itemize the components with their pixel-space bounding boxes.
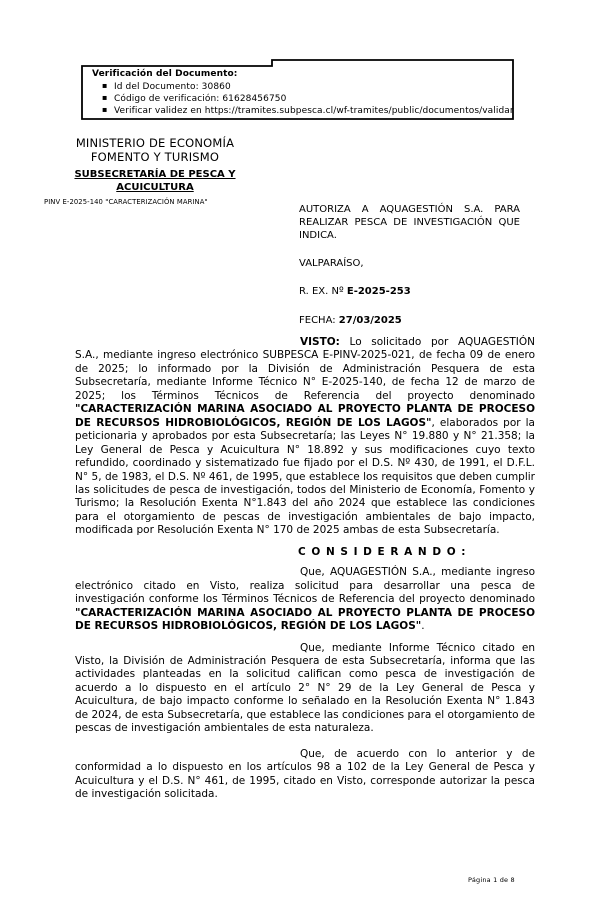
bullet-icon: ▪ — [102, 93, 108, 102]
resolution-city: VALPARAÍSO, — [299, 257, 364, 269]
subsecretaria-line1: SUBSECRETARÍA DE PESCA Y — [74, 169, 236, 180]
verification-code: Código de verificación: 61628456750 — [114, 94, 287, 104]
resolution-date — [299, 314, 520, 327]
resolution-body — [75, 336, 535, 810]
resolution-date-value: 27/03/2025 — [338, 315, 402, 327]
ministry-line1: MINISTERIO DE ECONOMÍA — [75, 136, 235, 150]
verification-item-url — [92, 105, 552, 117]
verification-title: Verificación del Documento: — [92, 69, 238, 79]
project-reference: PINV E-2025-140 "CARACTERIZACIÓN MARINA" — [44, 198, 208, 206]
ministry-header — [30, 136, 280, 164]
visto-paragraph: VISTO: Lo solicitado por AQUAGESTIÓN S.A., mediante ingreso electrónico SUBPESCA E-PINV-2025-021, de fecha 09 de enero de 2025; lo informado por la División de Administración Pesquera de esta Subsecretaría, mediante Informe Técnico N° E-2025-140, de fecha 12 de marzo de 2025; los Términos Técnicos de Referencia del proyecto denominado "CARACTERIZACIÓN MARINA ASOCIADO AL PROYECTO PLANTA DE PROCESO DE RECURSOS HIDROBIOLÓGICOS, REGIÓN DE LOS LAGOS", elaborados por la peticionaria y aprobados por esta Subsecretaría; las Leyes N° 19.880 y N° 21.358; la Ley General de Pesca y Acuicultura N° 18.892 y sus modificaciones cuyo texto refundido, coordinado y sistematizado fue fijado por el D.S. Nº 430, de 1991, el D.F.L. N° 5, de 1983, el D.S. Nº 461, de 1995, que establece los requisitos que deben cumplir las solicitudes de pesca de investigación, todos del Ministerio de Economía, Fomento y Turismo; la Resolución Exenta N°1.843 del año 2024 que establece las condiciones para el otorgamiento de pescas de investigación ambientales de bajo impacto, modificada por Resolución Exenta N° 170 de 2025 ambas de esta Subsecretaría. — [75, 336, 535, 537]
verification-box — [92, 68, 552, 117]
considerando-paragraph-2: Que, mediante Informe Técnico citado en Visto, la División de Administración Pesquera de esta Subsecretaría, informa que las actividades planteadas en la solicitud califican como pesca de investigación de acuerdo a lo dispuesto en el artículo 2° N° 29 de la Ley General de Pesca y Acuicultura, de bajo impacto conforme lo señalado en la Resolución Exenta N° 1.843 de 2024, de esta Subsecretaría, que establece las condiciones para el otorgamiento de pescas de investigación ambientales de esta naturaleza. — [75, 641, 535, 735]
bullet-icon: ▪ — [102, 105, 108, 114]
bullet-icon: ▪ — [102, 81, 108, 90]
resolution-subject: AUTORIZA A AQUAGESTIÓN S.A. PARA REALIZAR PESCA DE INVESTIGACIÓN QUE INDICA. — [299, 204, 520, 242]
resolution-number-label: R. EX. Nº — [299, 285, 347, 297]
resolution-number — [299, 285, 520, 298]
considerando-paragraph-3: Que, de acuerdo con lo anterior y de conformidad a lo dispuesto en los artículos 98 a 102 de la Ley General de Pesca y Acuicultura y el D.S. N° 461, de 1995, citado en Visto, corresponde autorizar la pesca de investigación solicitada. — [75, 747, 535, 801]
verification-item-id — [92, 81, 552, 93]
considerando-paragraph-1: Que, AQUAGESTIÓN S.A., mediante ingreso electrónico citado en Visto, realiza solicitud para desarrollar una pesca de investigación conforme los Términos Técnicos de Referencia del proyecto denominado "CARACTERIZACIÓN MARINA ASOCIADO AL PROYECTO PLANTA DE PROCESO DE RECURSOS HIDROBIOLÓGICOS, REGIÓN DE LOS LAGOS". — [75, 566, 535, 633]
resolution-number-value: E-2025-253 — [346, 285, 411, 297]
verification-url: Verificar validez en https://tramites.subpesca.cl/wf-tramites/public/documentos/validar — [114, 106, 514, 116]
verification-item-code — [92, 93, 552, 105]
subsecretaria-header — [30, 169, 280, 194]
considerando-heading: C O N S I D E R A N D O : — [298, 545, 467, 558]
page-number: Página 1 de 8 — [468, 876, 515, 884]
ministry-line2: FOMENTO Y TURISMO — [90, 150, 220, 164]
verification-doc-id: Id del Documento: 30860 — [114, 82, 231, 92]
resolution-header-block — [299, 203, 520, 327]
subsecretaria-line2: ACUICULTURA — [116, 181, 194, 193]
resolution-date-label: FECHA: — [299, 315, 339, 327]
